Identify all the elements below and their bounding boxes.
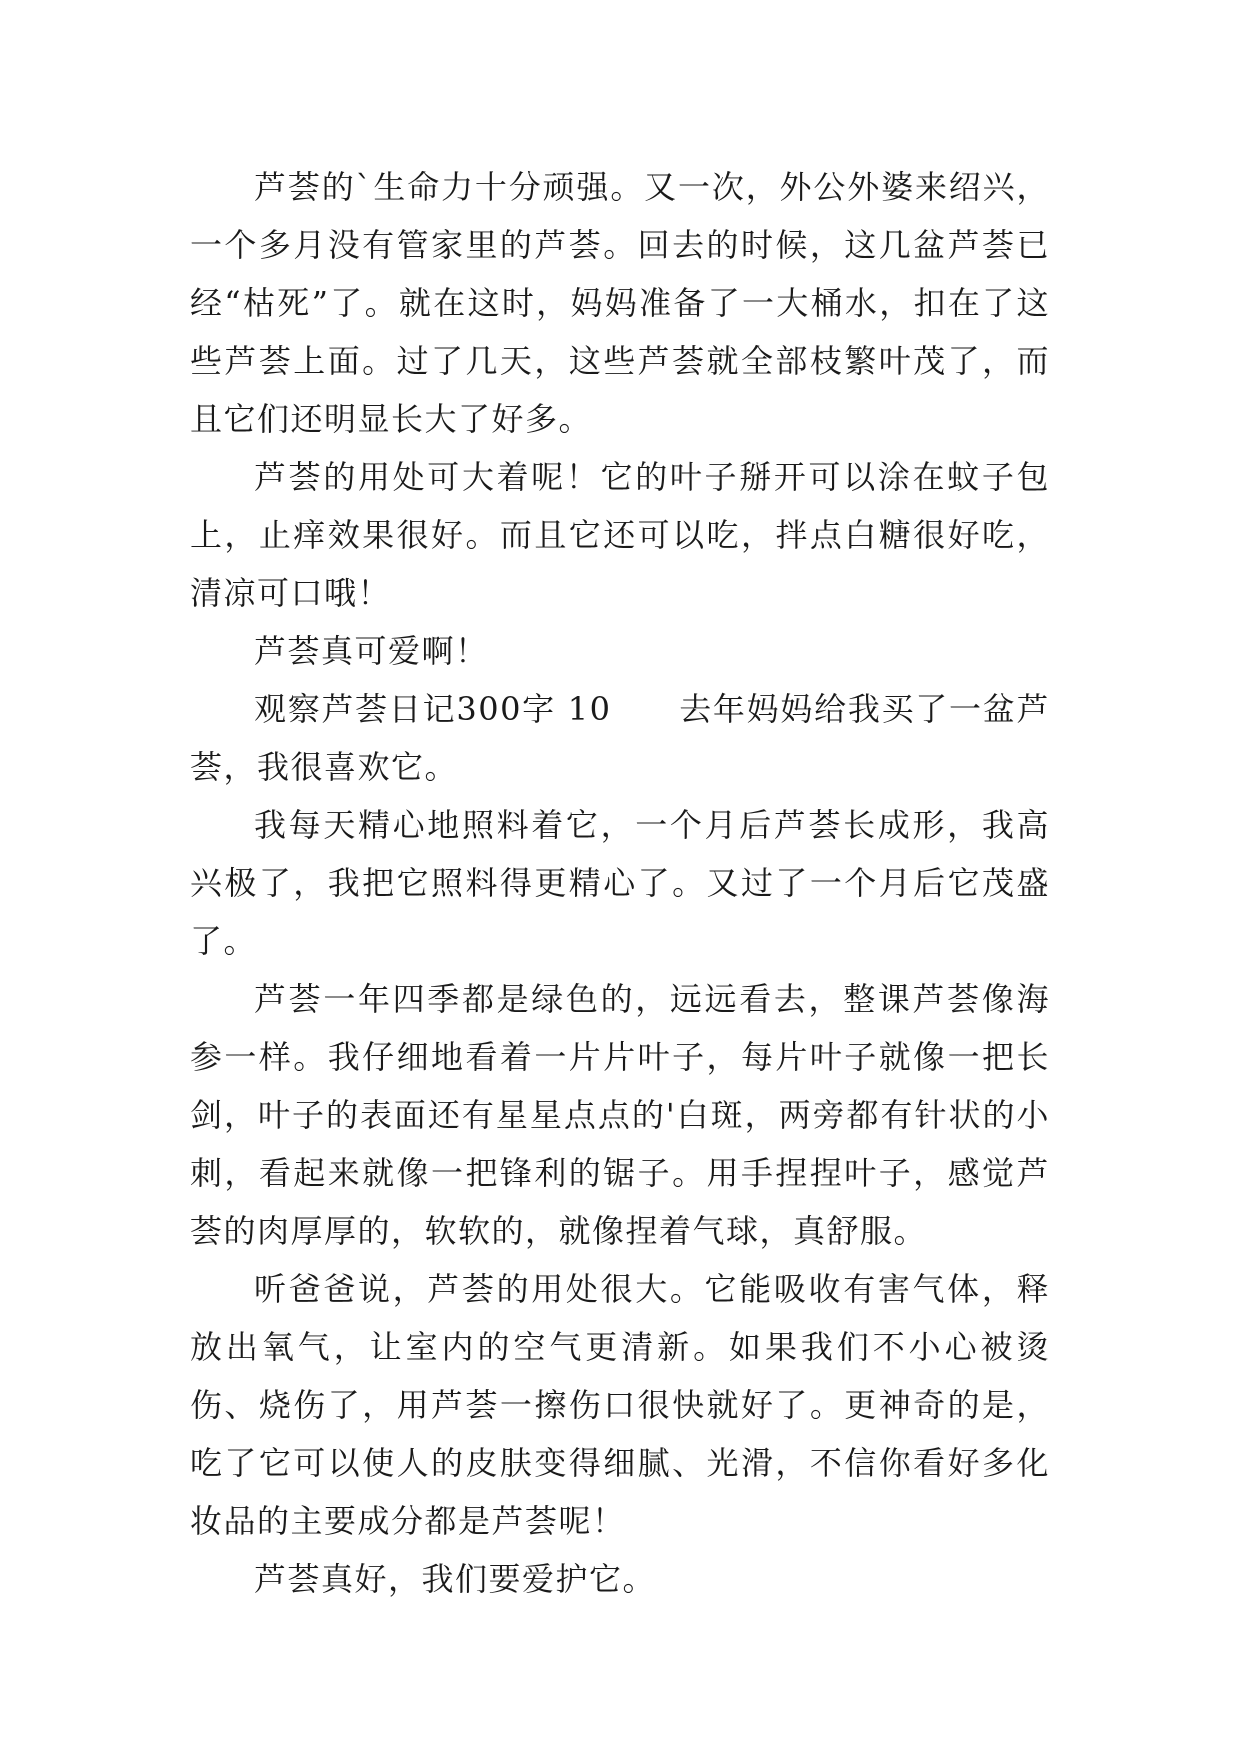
paragraph-8: 芦荟真好，我们要爱护它。 (254, 1560, 657, 1598)
paragraph-2: 芦荟的用处可大着呢！它的叶子掰开可以涂在蚊子包上，止痒效果很好。而且它还可以吃，拌点白糖很好吃，清凉可口哦！ (190, 458, 1050, 612)
paragraph-1: 芦荟的`生命力十分顽强。又一次，外公外婆来绍兴，一个多月没有管家里的芦荟。回去的时候，这几盆芦荟已经“枯死”了。就在这时，妈妈准备了一大桶水，扣在了这些芦荟上面。过了几天，这些芦荟就全部枝繁叶茂了，而且它们还明显长大了好多。 (190, 168, 1050, 438)
document-page (190, 158, 1050, 1608)
paragraph-7: 听爸爸说，芦荟的用处很大。它能吸收有害气体，释放出氧气，让室内的空气更清新。如果我们不小心被烫伤、烧伤了，用芦荟一擦伤口很快就好了。更神奇的是，吃了它可以使人的皮肤变得细腻、光滑，不信你看好多化妆品的主要成分都是芦荟呢！ (190, 1270, 1050, 1540)
paragraph-4: 观察芦荟日记300字 10 去年妈妈给我买了一盆芦荟，我很喜欢它。 (190, 690, 1050, 786)
paragraph-6: 芦荟一年四季都是绿色的，远远看去，整课芦荟像海参一样。我仔细地看着一片片叶子，每片叶子就像一把长剑，叶子的表面还有星星点点的'白斑，两旁都有针状的小刺，看起来就像一把锋利的锯子。用手捏捏叶子，感觉芦荟的肉厚厚的，软软的，就像捏着气球，真舒服。 (190, 980, 1050, 1250)
paragraph-5: 我每天精心地照料着它，一个月后芦荟长成形，我高兴极了，我把它照料得更精心了。又过了一个月后它茂盛了。 (190, 806, 1050, 960)
paragraph-3: 芦荟真可爱啊！ (254, 632, 489, 670)
